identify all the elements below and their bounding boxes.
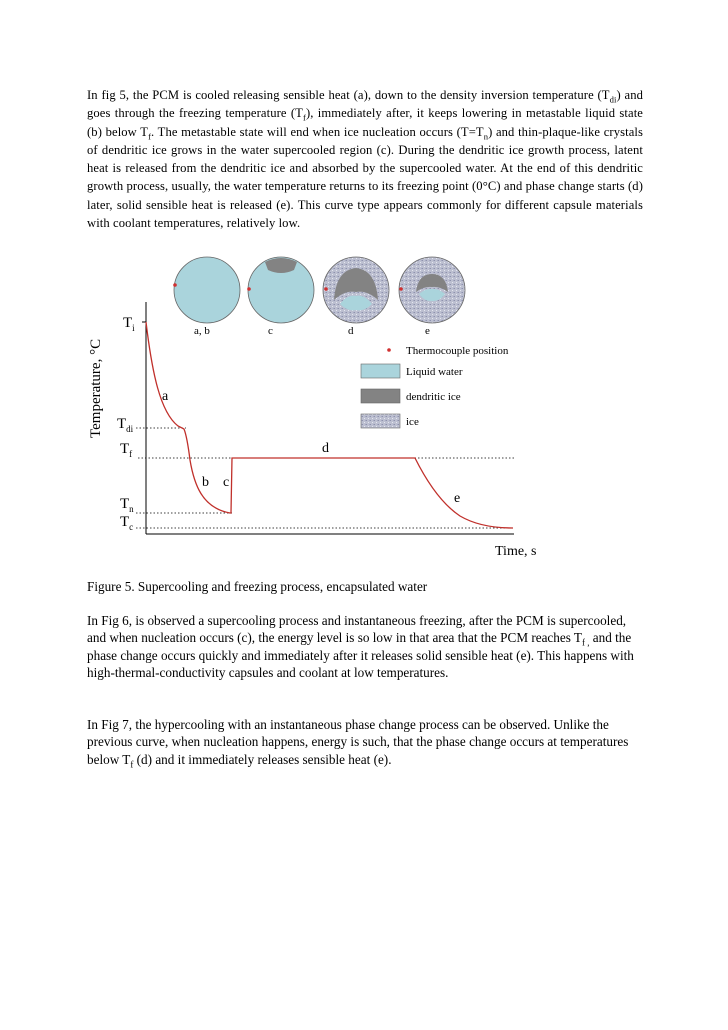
subscript: f (148, 131, 152, 142)
ice-swatch (361, 414, 400, 428)
dendritic-ice-swatch (361, 389, 400, 403)
paragraph-text: ), immediately after, it keeps lowering in metastable liquid state (b) below T (87, 106, 643, 139)
legend-label: Liquid water (406, 366, 463, 378)
capsule-d (323, 257, 389, 323)
capsule-a-b (173, 257, 240, 323)
thermocouple-icon (247, 287, 251, 291)
paragraph-fig6-description (87, 612, 643, 682)
dendritic-ice-region (265, 258, 297, 273)
stage-label-a: a (162, 389, 169, 404)
legend (361, 345, 509, 428)
subscript: f (302, 112, 306, 123)
capsule-e (399, 257, 465, 323)
capsule-label: d (348, 325, 354, 337)
label-tn: $T_n$ (120, 496, 134, 514)
liquid-water-swatch (361, 364, 400, 378)
thermocouple-legend-icon (387, 348, 391, 352)
stage-label-b: b (202, 475, 209, 490)
stage-label-c: c (223, 475, 230, 490)
capsule-label: c (268, 325, 273, 337)
thermocouple-icon (399, 287, 403, 291)
paragraph-text: ) and thin-plaque-like crystals of dendritic ice grows in the water supercooled region (c). During the dendritic ice growth process, latent heat is released from the dendritic ice and absorbed by the supercooled water. At the end of this dendritic growth process, usually, the water temperature returns to its freezing point (0°C) and phase change starts (d) later, solid sensible heat is released (e). This curve type appears commonly for different capsule materials with coolant temperatures, relatively low. (87, 124, 644, 231)
paragraph-text: In fig 5, the PCM is cooled releasing sensible heat (a), down to the density inversion temperature (T (87, 88, 610, 102)
label-ti: $T_i$ (123, 315, 135, 333)
paragraph-text: In Fig 7, the hypercooling with an instantaneous phase change process can be observed. Unlike the previous curve, when nucleation happens, energy is such, that the phase change occurs at temperatures below T (87, 717, 629, 767)
legend-label: Thermocouple position (406, 345, 509, 357)
capsule-c (247, 257, 314, 323)
stage-label-d: d (322, 441, 329, 456)
capsule-label: e (425, 325, 430, 337)
paragraph-text: In Fig 6, is observed a supercooling process and instantaneous freezing, after the PCM is supercooled, and when nucleation occurs (c), the energy level is so low in that area that the PCM reaches T (87, 613, 627, 646)
label-tf: $T_f$ (120, 441, 133, 459)
paragraph-fig5-description (87, 86, 643, 232)
paragraph-text: (d) and it immediately releases sensible heat (e). (133, 751, 392, 767)
paragraph-text: and the phase change occurs quickly and immediately after it releases solid sensible heat (e). This happens with high-thermal-conductivity capsules and coolant at low temperatures. (87, 630, 634, 681)
legend-label: dendritic ice (406, 391, 461, 403)
legend-label: ice (406, 416, 419, 428)
paragraph-text: . The metastable state will end when ice nucleation occurs (T=T (151, 124, 484, 139)
subscript: n (483, 131, 489, 142)
subscript: f , (581, 638, 590, 649)
paragraph-fig7-description (87, 716, 643, 768)
stage-label-e: e (454, 491, 461, 506)
figure-caption: Figure 5. Supercooling and freezing process, encapsulated water (87, 579, 428, 594)
label-tc: $T_c$ (120, 514, 134, 532)
figure-5-supercooling-chart (82, 252, 552, 572)
capsule-label: a, b (194, 325, 210, 337)
thermocouple-icon (173, 283, 177, 287)
x-axis-label: Time, s (495, 544, 537, 559)
subscript: di (609, 94, 617, 105)
subscript: f (130, 759, 134, 770)
label-tdi: $T_{di}$ (117, 416, 134, 434)
paragraph-text: ) and goes through the freezing temperature (T (87, 88, 643, 121)
thermocouple-icon (324, 287, 328, 291)
y-axis-label: Temperature, °C (88, 338, 104, 438)
